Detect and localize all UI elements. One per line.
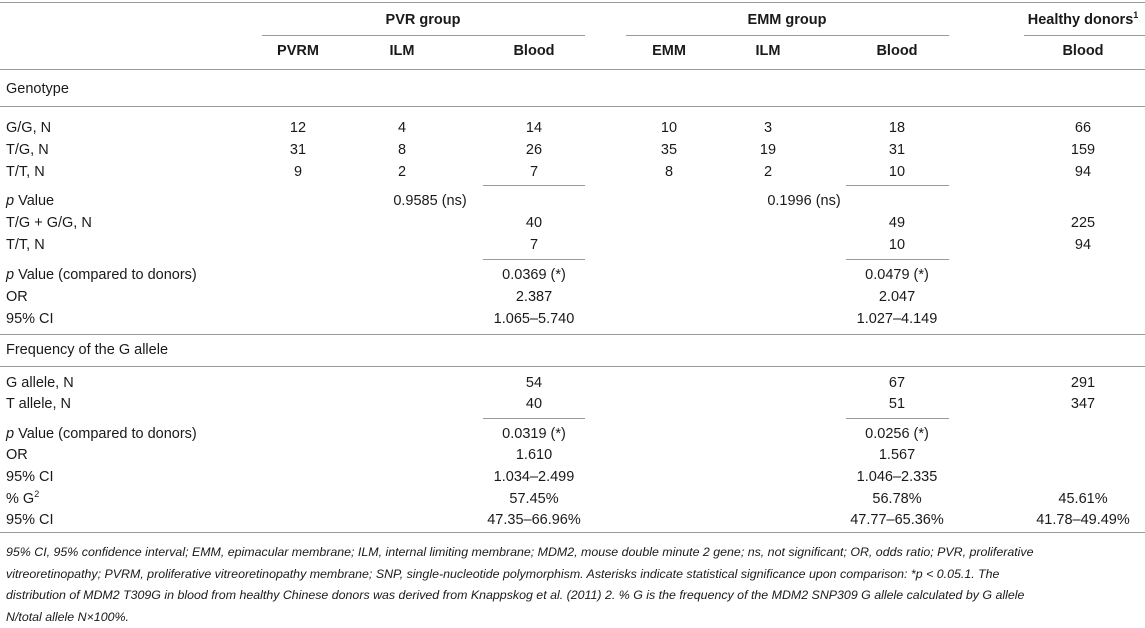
cell-p-pvr: 0.9585 (ns) bbox=[393, 192, 466, 210]
healthy-donors-header: Healthy donors$^1$ bbox=[1028, 11, 1139, 29]
rule-genotype-pvr-blood bbox=[483, 185, 585, 186]
cell: 291 bbox=[1071, 374, 1095, 392]
row-label: T/T, N bbox=[6, 163, 45, 181]
cell: 1.027–4.149 bbox=[857, 310, 938, 328]
row-label: OR bbox=[6, 446, 28, 464]
col-header-emm-blood: Blood bbox=[876, 42, 917, 60]
cell: 1.046–2.335 bbox=[857, 468, 938, 486]
cell: 35 bbox=[661, 141, 677, 159]
cell: 51 bbox=[889, 395, 905, 413]
cell: 31 bbox=[889, 141, 905, 159]
footnote-line: vitreoretinopathy; PVRM, proliferative vitreoretinopathy membrane; SNP, single-nucleotide polymorphism. Asterisks indicate statistical significance upon comparison: *p < 0.05.1. The bbox=[6, 564, 1141, 586]
cell: 10 bbox=[661, 119, 677, 137]
rule-donors-group bbox=[1024, 35, 1145, 36]
rule-table-bottom bbox=[0, 532, 1145, 533]
rule-combined-pvr bbox=[483, 259, 585, 260]
cell: 49 bbox=[889, 214, 905, 232]
cell: 225 bbox=[1071, 214, 1095, 232]
row-label: 95% CI bbox=[6, 468, 54, 486]
cell-p-emm: 0.1996 (ns) bbox=[767, 192, 840, 210]
col-header-donors-blood: Blood bbox=[1062, 42, 1103, 60]
cell: 1.034–2.499 bbox=[494, 468, 575, 486]
cell: 40 bbox=[526, 214, 542, 232]
cell: 54 bbox=[526, 374, 542, 392]
cell: 31 bbox=[290, 141, 306, 159]
rule-section-separator bbox=[0, 334, 1145, 335]
cell: 12 bbox=[290, 119, 306, 137]
cell: 7 bbox=[530, 236, 538, 254]
rule-top bbox=[0, 2, 1145, 3]
row-label: T/T, N bbox=[6, 236, 45, 254]
cell: 41.78–49.49% bbox=[1036, 511, 1130, 529]
cell: 1.610 bbox=[516, 446, 552, 464]
row-label: G allele, N bbox=[6, 374, 74, 392]
rule-header-bottom bbox=[0, 69, 1145, 70]
cell: 40 bbox=[526, 395, 542, 413]
col-header-emm-ilm: ILM bbox=[756, 42, 781, 60]
cell: 2.387 bbox=[516, 288, 552, 306]
cell: 2 bbox=[398, 163, 406, 181]
col-header-pvr-blood: Blood bbox=[513, 42, 554, 60]
row-label: T/G, N bbox=[6, 141, 49, 159]
cell: 0.0369 (*) bbox=[502, 266, 566, 284]
footnote-line: distribution of MDM2 T309G in blood from healthy Chinese donors was derived from Knappskog et al. (2011) 2. % G is the frequency of the MDM2 SNP309 G allele calculated by G allele bbox=[6, 585, 1141, 607]
row-label: T allele, N bbox=[6, 395, 71, 413]
cell: 4 bbox=[398, 119, 406, 137]
row-label-percent-g: % $G^2$ bbox=[6, 490, 39, 508]
cell: 47.77–65.36% bbox=[850, 511, 944, 529]
cell: 47.35–66.96% bbox=[487, 511, 581, 529]
rule-allele-emm bbox=[846, 418, 949, 419]
cell: 0.0479 (*) bbox=[865, 266, 929, 284]
cell: 7 bbox=[530, 163, 538, 181]
cell: 10 bbox=[889, 163, 905, 181]
cell: 45.61% bbox=[1058, 490, 1107, 508]
cell: 26 bbox=[526, 141, 542, 159]
cell: 18 bbox=[889, 119, 905, 137]
table-footnote bbox=[6, 542, 1141, 628]
footnote-line: 95% CI, 95% confidence interval; EMM, epimacular membrane; ILM, internal limiting membrane; MDM2, mouse double minute 2 gene; ns, not significant; OR, odds ratio; PVR, proliferative bbox=[6, 542, 1141, 564]
cell: 159 bbox=[1071, 141, 1095, 159]
cell: 66 bbox=[1075, 119, 1091, 137]
row-label: 95% CI bbox=[6, 511, 54, 529]
cell: 57.45% bbox=[509, 490, 558, 508]
rule-pvr-group bbox=[262, 35, 585, 36]
rule-combined-emm bbox=[846, 259, 949, 260]
cell: 8 bbox=[398, 141, 406, 159]
emm-group-header: EMM group bbox=[748, 11, 827, 29]
rule-genotype bbox=[0, 106, 1145, 107]
allele-section-label: Frequency of the G allele bbox=[6, 341, 168, 359]
cell: 2 bbox=[764, 163, 772, 181]
rule-allele bbox=[0, 366, 1145, 367]
cell: 9 bbox=[294, 163, 302, 181]
cell: 1.065–5.740 bbox=[494, 310, 575, 328]
row-label-p-donors: p Value (compared to donors) bbox=[6, 266, 197, 284]
pvr-group-header: PVR group bbox=[386, 11, 461, 29]
cell: 10 bbox=[889, 236, 905, 254]
cell: 8 bbox=[665, 163, 673, 181]
genotype-section-label: Genotype bbox=[6, 80, 69, 98]
rule-allele-pvr bbox=[483, 418, 585, 419]
row-label: G/G, N bbox=[6, 119, 51, 137]
rule-emm-group bbox=[626, 35, 949, 36]
col-header-pvrm: PVRM bbox=[277, 42, 319, 60]
cell: 56.78% bbox=[872, 490, 921, 508]
row-label: OR bbox=[6, 288, 28, 306]
cell: 94 bbox=[1075, 236, 1091, 254]
footnote-line: N/total allele N×100%. bbox=[6, 607, 1141, 628]
rule-genotype-emm-blood bbox=[846, 185, 949, 186]
row-label-p-donors: p Value (compared to donors) bbox=[6, 425, 197, 443]
row-label: 95% CI bbox=[6, 310, 54, 328]
cell: 2.047 bbox=[879, 288, 915, 306]
cell: 1.567 bbox=[879, 446, 915, 464]
row-label-p-value: p Value bbox=[6, 192, 54, 210]
cell: 0.0256 (*) bbox=[865, 425, 929, 443]
cell: 0.0319 (*) bbox=[502, 425, 566, 443]
col-header-pvr-ilm: ILM bbox=[390, 42, 415, 60]
cell: 94 bbox=[1075, 163, 1091, 181]
cell: 19 bbox=[760, 141, 776, 159]
row-label: T/G + G/G, N bbox=[6, 214, 92, 232]
cell: 347 bbox=[1071, 395, 1095, 413]
cell: 14 bbox=[526, 119, 542, 137]
col-header-emm: EMM bbox=[652, 42, 686, 60]
cell: 3 bbox=[764, 119, 772, 137]
cell: 67 bbox=[889, 374, 905, 392]
